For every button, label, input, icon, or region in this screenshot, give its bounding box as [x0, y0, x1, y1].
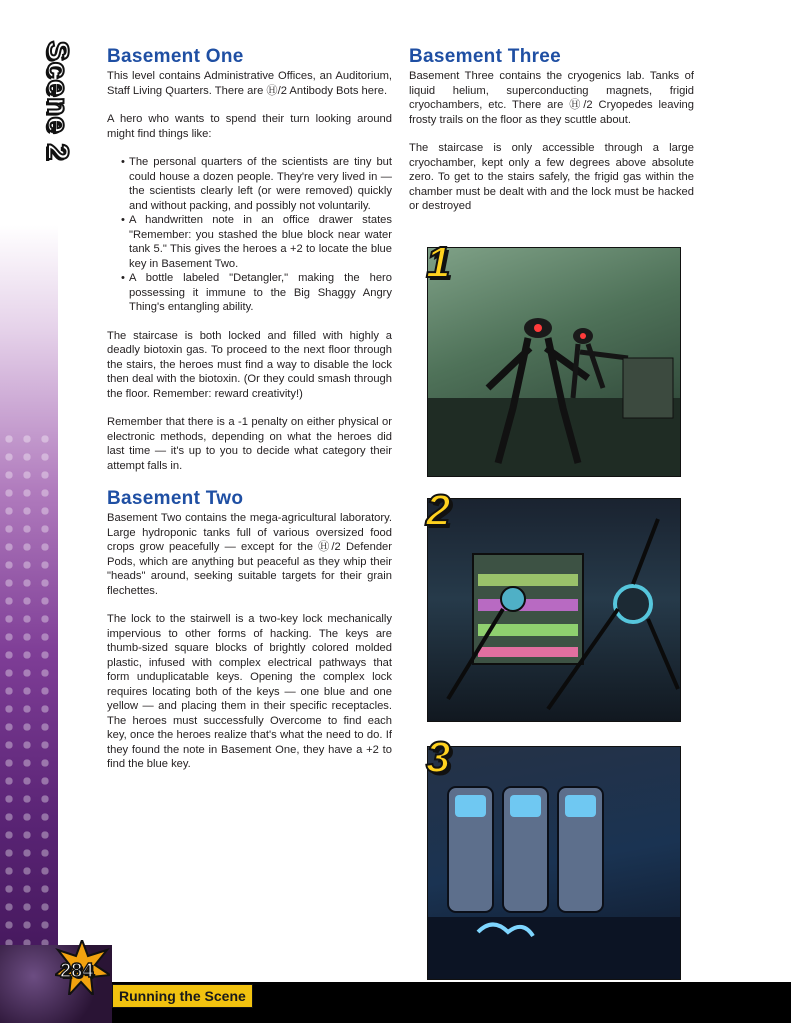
right-column	[409, 46, 694, 214]
basement-one-intro: This level contains Administrative Offices, an Auditorium, Staff Living Quarters. There are Ⓗ/2 Antibody Bots here.	[107, 70, 392, 97]
basement-one-staircase: The staircase is both locked and filled with highly a deadly biotoxin gas. To proceed to the next floor through the stairs, the heroes must find a way to disable the lock then deal with the biotoxin. (Or they could smash through the floor. Remember: reward creativity!)	[107, 329, 392, 400]
basement-one-findings-list	[107, 155, 392, 315]
defender-pods-art	[428, 499, 680, 721]
footer-section-label: Running the Scene	[112, 984, 253, 1008]
basement-one-title: Basement One	[107, 46, 244, 67]
basement-three-title: Basement Three	[409, 46, 562, 67]
left-column	[107, 46, 392, 772]
basement-one-penalty: Remember that there is a -1 penalty on either physical or electronic methods, depending on what the heroes did last time — it's up to you to decide what category their attempt falls in.	[107, 416, 392, 472]
illustration-antibody-bots	[427, 247, 681, 477]
panel-number-3: 3	[426, 733, 451, 782]
basement-two-intro: Basement Two contains the mega-agricultural laboratory. Large hydroponic tanks full of various oversized food crops grow peacefully — except for the Ⓗ/2 Defender Pods, which are anything but peaceful as they whip their "heads" around, seeking suitable targets for their grain flechettes.	[107, 512, 392, 597]
antibody-bots-art	[428, 248, 680, 476]
illustration-defender-pods	[427, 498, 681, 722]
finding-item: • The personal quarters of the scientists are tiny but could house a dozen people. They're very lived in — the scientists clearly left (or were removed) quickly and without packing, and possibly not voluntarily.	[129, 155, 392, 213]
basement-three-staircase: The staircase is only accessible through a large cryochamber, kept only a few degrees above absolute zero. To get to the stairs safely, the frigid gas within the chamber must be dealt with and the lock must be hacked or destroyed	[409, 142, 694, 212]
illustration-cryopedes	[427, 746, 681, 980]
scene-tab	[36, 36, 78, 166]
basement-three-intro: Basement Three contains the cryogenics lab. Tanks of liquid helium, superconducting magnets, frigid cryochambers, etc. There are Ⓗ/2 Cryopedes leaving frosty trails on the floor as they scuttle about.	[409, 70, 694, 126]
cryopedes-art	[428, 747, 680, 979]
panel-number-2: 2	[426, 486, 451, 535]
panel-number-1: 1	[426, 238, 451, 287]
basement-one-look-around: A hero who wants to spend their turn looking around might find things like:	[107, 113, 392, 140]
basement-two-lock: The lock to the stairwell is a two-key lock mechanically impervious to other forms of hacking. The keys are thumb-sized square blocks of brightly colored molded plastic, infused with complex electrical pathways that form unduplicatable keys. Opening the complex lock requires locating both of the keys — one blue and one yellow — and placing them in their specific receptacles. The heroes must successfully Overcome to find each key, once the heroes realize that's what the need to do. If they found the note in Basement One, they have a +2 to find the blue key.	[107, 613, 392, 770]
basement-two-title: Basement Two	[107, 488, 244, 509]
sidebar-dot-pattern	[0, 430, 58, 950]
scene-label: Scene 2	[41, 40, 75, 162]
page-number: 284	[60, 960, 94, 982]
finding-item: • A handwritten note in an office drawer states "Remember: you stashed the blue block near water tank 5." This gives the heroes a +2 to locate the blue key in Basement Two.	[129, 213, 392, 271]
finding-item: • A bottle labeled "Detangler," making the hero possessing it immune to the Big Shaggy Angry Thing's entangling ability.	[129, 271, 392, 315]
